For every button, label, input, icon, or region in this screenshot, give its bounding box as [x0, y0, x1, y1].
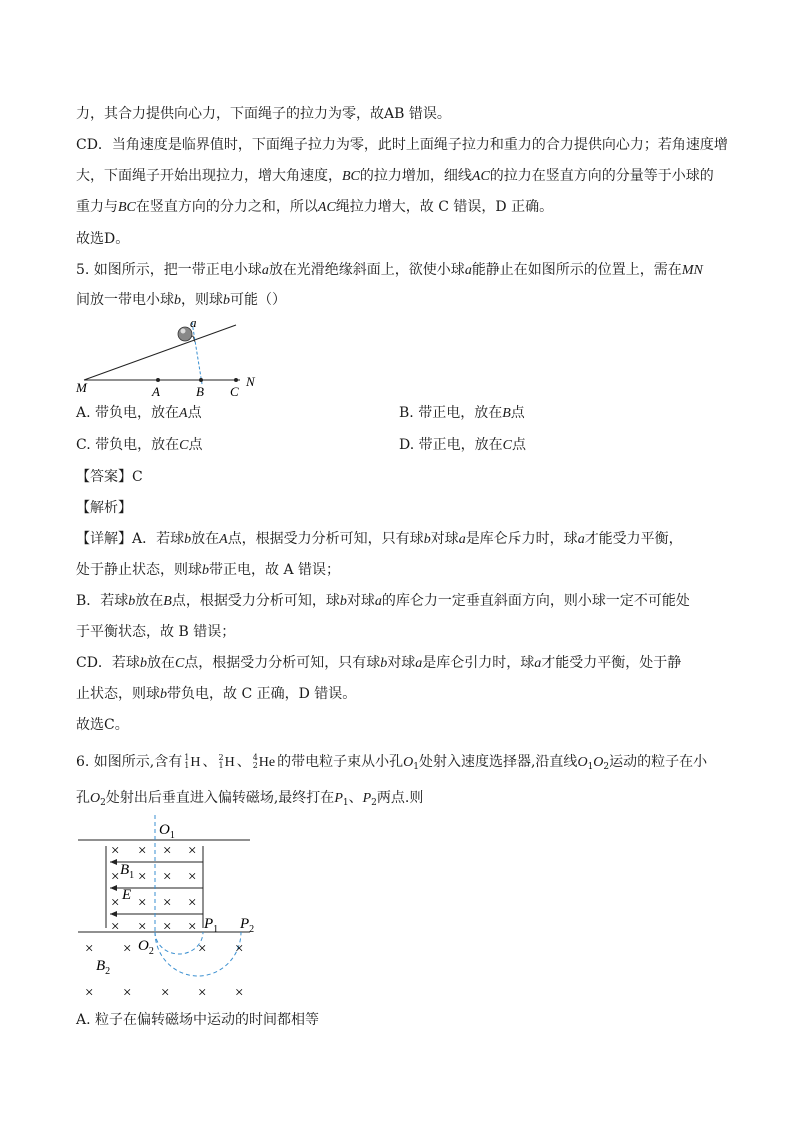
label-b1: $B_1$ — [120, 862, 135, 881]
answer: 【答案】C — [76, 469, 143, 485]
label-e: E — [122, 887, 132, 903]
option-a[interactable]: A. 带负电，放在A点 — [76, 405, 202, 421]
text-line: 大，下面绳子开始出现拉力，增大角速度，BC的拉力增加，细线AC的拉力在竖直方向的分量等于小球的 — [76, 168, 714, 184]
field-cross: × — [198, 941, 207, 957]
field-cross: × — [163, 895, 172, 911]
explanation-line: 于平衡状态，故 B 错误； — [76, 624, 236, 640]
point-a-dot — [156, 378, 160, 382]
option-b[interactable]: B. 带正电，放在B点 — [399, 405, 525, 421]
explanation-line: 故选C。 — [76, 717, 129, 733]
explanation-line: B．若球b放在B点，根据受力分析可知，球b对球a的库仑力一定垂直斜面方向，则小球一定不可能处 — [76, 593, 690, 609]
field-cross: × — [235, 985, 244, 1001]
field-cross: × — [188, 895, 197, 911]
field-cross: × — [163, 843, 172, 859]
question-5-stem: 间放一带电小球b，则球b可能（） — [76, 292, 286, 308]
field-cross: × — [111, 843, 120, 859]
field-cross: × — [138, 869, 147, 885]
field-cross: × — [163, 919, 172, 935]
velocity-selector-figure — [70, 810, 270, 1005]
b-field-crosses — [85, 843, 243, 1001]
label-m: M — [76, 380, 87, 395]
explanation-line: CD．若球b放在C点，根据受力分析可知，只有球b对球a是库仑引力时，球a才能受力平衡，处于静 — [76, 655, 682, 671]
label-p2: $P_2$ — [240, 916, 255, 935]
field-cross: × — [198, 985, 207, 1001]
question-6-option-a[interactable]: A. 粒子在偏转磁场中运动的时间都相等 — [76, 1012, 320, 1028]
label-point-a: A — [152, 384, 160, 399]
label-p1: $P_1$ — [204, 916, 219, 935]
nuclide-h2: 2 1 H — [218, 753, 235, 770]
label-o2: $O_2$ — [138, 938, 154, 957]
label-n: N — [246, 374, 255, 389]
field-cross: × — [188, 919, 197, 935]
label-point-b: B — [196, 384, 204, 399]
field-cross: × — [138, 895, 147, 911]
nuclide-h1: 1 1 H — [184, 753, 201, 770]
field-cross: × — [123, 985, 132, 1001]
particle-arc-p1 — [155, 932, 203, 954]
question-6-stem: 孔$O_2$处射出后垂直进入偏转磁场,最终打在$P_1$、$P_2$两点.则 — [76, 790, 424, 808]
field-cross: × — [163, 869, 172, 885]
explanation-line: 止状态，则球b带负电，故 C 正确，D 错误。 — [76, 686, 357, 702]
field-cross: × — [138, 843, 147, 859]
point-b-dot — [199, 378, 203, 382]
question-5-stem: 5. 如图所示，把一带正电小球a放在光滑绝缘斜面上，欲使小球a能静止在如图所示的位置上，需在MN — [76, 262, 703, 278]
text-line: 力，其合力提供向心力，下面绳子的拉力为零，故AB 错误。 — [76, 106, 451, 122]
label-a: a — [190, 315, 197, 330]
explanation-line: 【详解】A．若球b放在A点，根据受力分析可知，只有球b对球a是库仑斥力时，球a才能受力平衡， — [76, 531, 683, 547]
explanation-line: 处于静止状态，则球b带正电，故 A 错误； — [76, 562, 341, 578]
text-line: CD．当角速度是临界值时，下面绳子拉力为零，此时上面绳子拉力和重力的合力提供向心力；若角速度增 — [76, 137, 728, 153]
field-cross: × — [138, 919, 147, 935]
field-cross: × — [111, 919, 120, 935]
option-d[interactable]: D. 带正电，放在C点 — [399, 437, 526, 453]
text-line: 重力与BC在竖直方向的分力之和，所以AC绳拉力增大，故 C 错误，D 正确。 — [76, 199, 554, 215]
incline-figure — [70, 310, 270, 400]
field-cross: × — [235, 941, 244, 957]
field-cross: × — [111, 895, 120, 911]
field-cross: × — [85, 985, 94, 1001]
label-o1: $O_1$ — [159, 822, 175, 841]
label-point-c: C — [230, 384, 239, 399]
question-6-stem: 6. 如图所示,含有 1 1 H 、 2 1 H 、 4 2 He 的带电粒子束从小孔$O_1$处射入速度选择器,沿直线$O_1O_2$运动的粒子在小 — [76, 753, 708, 772]
analysis-heading: 【解析】 — [76, 500, 132, 516]
incline-line — [84, 325, 236, 380]
option-c[interactable]: C. 带负电，放在C点 — [76, 437, 203, 453]
field-cross: × — [188, 843, 197, 859]
nuclide-he4: 4 2 He — [252, 753, 276, 770]
field-cross: × — [188, 869, 197, 885]
text-line: 故选D。 — [76, 231, 130, 247]
field-cross: × — [85, 941, 94, 957]
normal-dashed-line — [192, 322, 202, 384]
label-b2: $B_2$ — [96, 958, 111, 977]
field-cross: × — [161, 985, 170, 1001]
field-cross: × — [111, 869, 120, 885]
point-c-dot — [234, 378, 238, 382]
field-cross: × — [123, 941, 132, 957]
